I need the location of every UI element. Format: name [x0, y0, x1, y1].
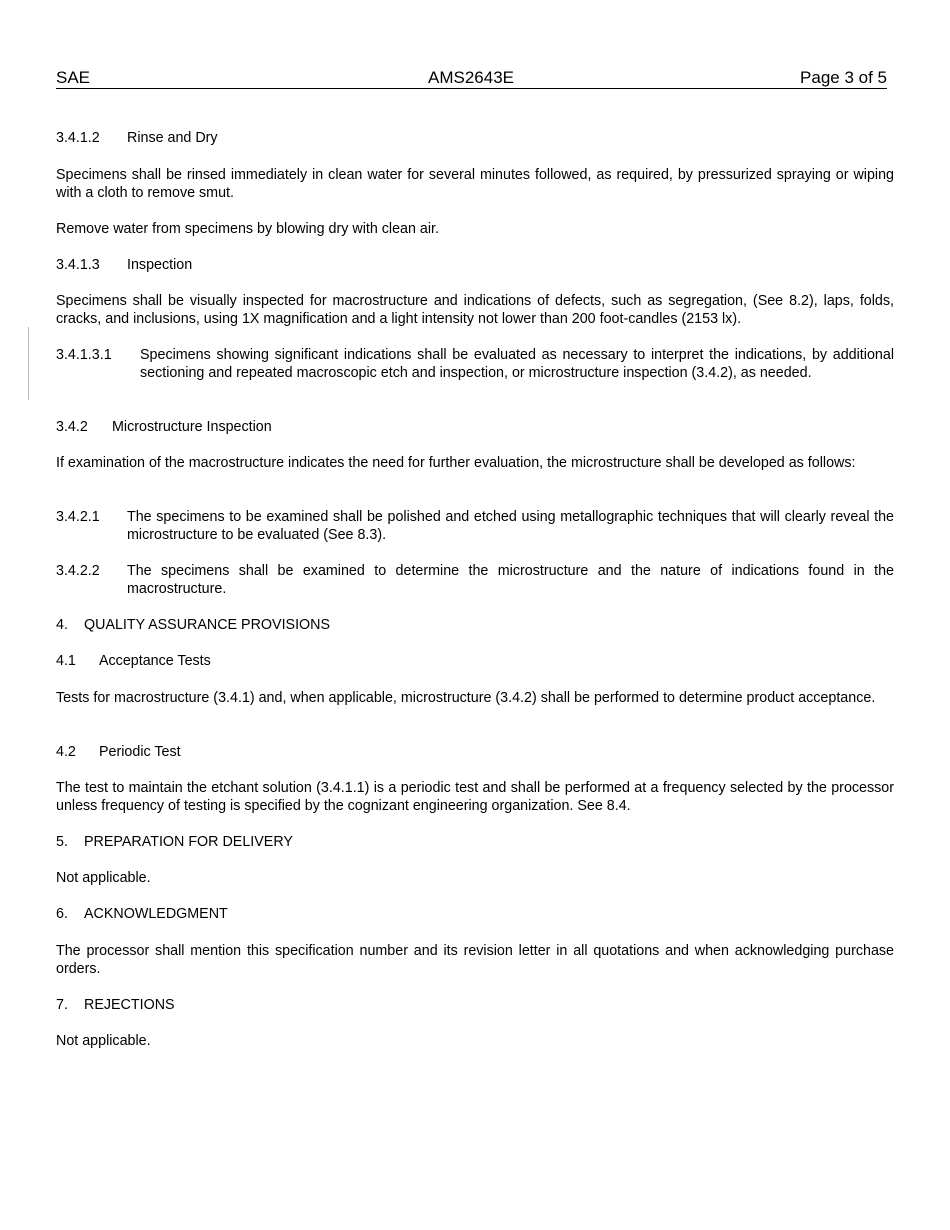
section-number: 7. — [56, 997, 68, 1013]
section-number: 3.4.1.3.1 — [56, 347, 112, 363]
section-number: 3.4.1.2 — [56, 130, 100, 146]
section-title: REJECTIONS — [84, 997, 175, 1013]
section-text: The specimens shall be examined to determine the microstructure and the nature of indications found in the macrostructure. — [127, 563, 894, 597]
paragraph-acknowledgment: The processor shall mention this specification number and its revision letter in all quotations and when acknowledging purchase orders. — [56, 943, 894, 977]
section-title: PREPARATION FOR DELIVERY — [84, 834, 293, 850]
paragraph-acceptance: Tests for macrostructure (3.4.1) and, when applicable, microstructure (3.4.2) shall be performed to determine product acceptance. — [56, 690, 876, 706]
section-number: 3.4.1.3 — [56, 257, 100, 273]
section-title: QUALITY ASSURANCE PROVISIONS — [84, 617, 331, 633]
section-title: ACKNOWLEDGMENT — [84, 906, 228, 922]
section-number: 3.4.2 — [56, 419, 88, 435]
paragraph-rinse: Specimens shall be rinsed immediately in clean water for several minutes followed, as required, by pressurized spraying or wiping with a cloth to remove smut. — [56, 167, 894, 201]
subsection-3-4-1-3-1 — [56, 346, 894, 382]
paragraph-periodic: The test to maintain the etchant solution (3.4.1.1) is a periodic test and shall be performed at a frequency selected by the processor unless frequency of testing is specified by the cognizant engineering organization. See 8.4. — [56, 780, 894, 814]
subsection-3-4-2-2 — [56, 562, 894, 598]
section-text: Specimens showing significant indications shall be evaluated as necessary to interpret the indications, by additional sectioning and repeated macroscopic etch and inspection, or microstructure inspection (3.4.2), as needed. — [140, 347, 894, 381]
section-title: Periodic Test — [99, 744, 181, 760]
header-doc-number: AMS2643E — [428, 68, 514, 87]
section-number: 4. — [56, 617, 68, 633]
section-title: Microstructure Inspection — [112, 419, 272, 435]
header-page-number: Page 3 of 5 — [800, 68, 887, 87]
paragraph-microstructure: If examination of the macrostructure indicates the need for further evaluation, the microstructure shall be developed as follows: — [56, 455, 856, 471]
revision-change-bar — [28, 327, 29, 400]
section-number: 3.4.2.2 — [56, 563, 100, 579]
section-number: 5. — [56, 834, 68, 850]
header-org: SAE — [56, 68, 91, 87]
section-number: 4.1 — [56, 653, 76, 669]
section-number: 3.4.2.1 — [56, 509, 100, 525]
section-number: 6. — [56, 906, 68, 922]
section-title: Rinse and Dry — [127, 130, 218, 146]
paragraph-rejections: Not applicable. — [56, 1033, 151, 1049]
paragraph-dry: Remove water from specimens by blowing dry with clean air. — [56, 221, 439, 237]
section-number: 4.2 — [56, 744, 76, 760]
subsection-3-4-2-1 — [56, 508, 894, 544]
section-title: Inspection — [127, 257, 193, 273]
page-header — [56, 68, 887, 89]
paragraph-delivery: Not applicable. — [56, 870, 151, 886]
section-title: Acceptance Tests — [99, 653, 211, 669]
paragraph-inspection: Specimens shall be visually inspected for macrostructure and indications of defects, such as segregation, (See 8.2), laps, folds, cracks, and inclusions, using 1X magnification and a light intensity not lower than 200 foot-candles (2153 lx). — [56, 293, 894, 327]
section-text: The specimens to be examined shall be polished and etched using metallographic techniques that will clearly reveal the microstructure to be evaluated (See 8.3). — [127, 509, 894, 543]
